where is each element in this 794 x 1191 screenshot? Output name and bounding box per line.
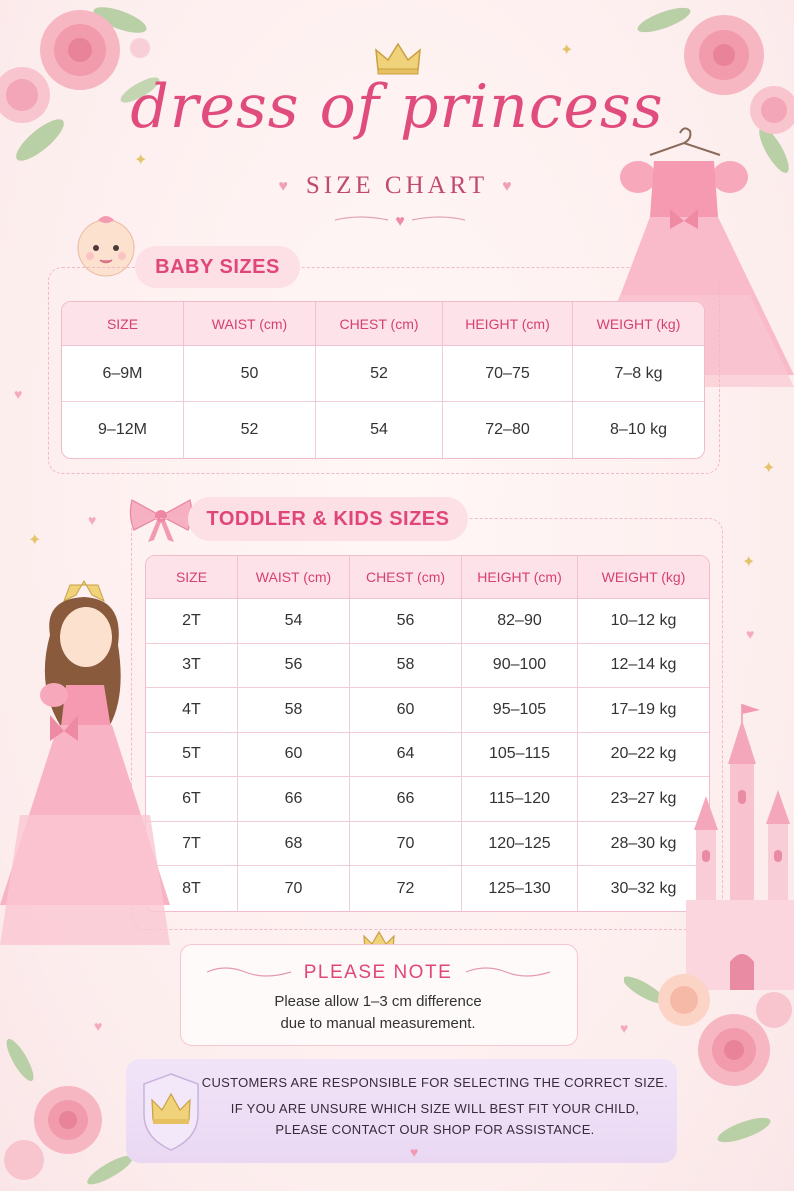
baby-size-table (61, 301, 705, 459)
cell-weight: 30–32 kg (610, 879, 677, 897)
baby-sizes-heading (135, 246, 300, 288)
cell-chest: 70 (350, 822, 462, 867)
shield-crown-icon (140, 1070, 202, 1154)
column-header-weight: WEIGHT (kg) (578, 556, 709, 599)
cell-height: 72–80 (443, 402, 573, 458)
heart-icon: ♥ (502, 178, 516, 196)
cell-weight: 8–10 kg (610, 421, 667, 438)
subtitle-text: SIZE CHART (305, 172, 489, 199)
column-header-height: HEIGHT (cm) (462, 556, 578, 599)
cell-height: 125–130 (462, 866, 578, 911)
disclaimer-line-3: PLEASE CONTACT OUR SHOP FOR ASSISTANCE. (275, 1122, 595, 1137)
table-row (146, 822, 709, 867)
princess-illustration (0, 575, 170, 945)
cell-weight: 20–22 kg (578, 733, 709, 778)
column-header-waist: WAIST (cm) (184, 302, 316, 346)
sparkle-icon: ✦ (742, 554, 756, 571)
heart-icon: ♥ (94, 1018, 103, 1034)
svg-text:♥: ♥ (395, 213, 405, 230)
cell-waist: 54 (238, 599, 350, 644)
cell-weight: 23–27 kg (578, 777, 709, 822)
heart-icon: ♥ (14, 386, 23, 402)
cell-waist: 58 (238, 688, 350, 733)
divider-ornament (330, 210, 470, 230)
cell-size: 6–9M (62, 346, 184, 402)
column-header-chest: CHEST (cm) (316, 302, 443, 346)
cell-weight: 12–14 kg (578, 644, 709, 689)
baby-sizes-heading-text: BABY SIZES (155, 255, 280, 278)
please-note-title: PLEASE NOTE (303, 962, 453, 983)
crown-icon (374, 42, 422, 76)
cell-height: 105–115 (462, 733, 578, 778)
cell-chest: 54 (316, 402, 443, 458)
cell-weight: 7–8 kg (573, 346, 704, 402)
cell-chest: 64 (350, 733, 462, 778)
table-row (146, 733, 709, 778)
sparkle-icon: ✦ (134, 152, 148, 169)
cell-size: 6T (146, 777, 238, 822)
column-header-size: SIZE (146, 556, 238, 599)
table-header-row (146, 556, 709, 599)
cell-waist: 60 (238, 733, 350, 778)
cell-height: 82–90 (462, 599, 578, 644)
kids-sizes-heading (188, 497, 468, 541)
cell-chest: 72 (350, 866, 462, 911)
table-row (62, 346, 704, 402)
cell-height: 120–125 (462, 822, 578, 867)
cell-waist: 50 (184, 346, 316, 402)
cell-waist: 52 (184, 402, 316, 458)
table-row (146, 644, 709, 689)
heart-icon: ♥ (88, 512, 97, 528)
cell-size: 4T (146, 688, 238, 733)
cell-chest: 58 (350, 644, 462, 689)
heart-icon: ♥ (746, 626, 755, 642)
cell-weight: 28–30 kg (578, 822, 709, 867)
cell-size: 3T (146, 644, 238, 689)
cell-height: 115–120 (462, 777, 578, 822)
heart-icon: ♥ (410, 1144, 419, 1160)
cell-size: 5T (146, 733, 238, 778)
cell-weight: 10–12 kg (578, 599, 709, 644)
column-header-weight: WEIGHT (kg) (573, 302, 704, 346)
cell-chest: 66 (350, 777, 462, 822)
kids-size-table (145, 555, 710, 912)
kids-sizes-heading-text: TODDLER & KIDS SIZES (206, 507, 450, 530)
cell-height: 90–100 (462, 644, 578, 689)
cell-waist: 66 (238, 777, 350, 822)
cell-height: 95–105 (462, 688, 578, 733)
cell-weight: 17–19 kg (578, 688, 709, 733)
column-header-height: HEIGHT (cm) (443, 302, 573, 346)
table-row (146, 688, 709, 733)
cell-height: 70–75 (443, 346, 573, 402)
rose-decoration (0, 1030, 140, 1191)
table-row (146, 599, 709, 644)
column-header-chest: CHEST (cm) (350, 556, 462, 599)
please-note-line-2: due to manual measurement. (280, 1015, 476, 1032)
cell-chest: 60 (350, 688, 462, 733)
cell-size: 2T (146, 599, 238, 644)
sparkle-icon: ✦ (28, 532, 42, 549)
please-note-line-1: Please allow 1–3 cm difference (274, 993, 482, 1010)
table-row (146, 777, 709, 822)
cell-chest: 56 (350, 599, 462, 644)
column-header-size: SIZE (62, 302, 184, 346)
heart-icon: ♥ (278, 178, 292, 196)
cell-size: 8T (146, 866, 238, 911)
table-row (62, 402, 704, 458)
table-row (146, 866, 709, 911)
column-header-waist: WAIST (cm) (238, 556, 350, 599)
cell-waist: 70 (238, 866, 350, 911)
heart-icon: ♥ (620, 1020, 629, 1036)
cell-waist: 68 (238, 822, 350, 867)
disclaimer-line-2: IF YOU ARE UNSURE WHICH SIZE WILL BEST FIT YOUR CHILD, (230, 1101, 640, 1116)
cell-chest: 52 (316, 346, 443, 402)
cell-size: 7T (146, 822, 238, 867)
cell-size: 9–12M (62, 402, 184, 458)
page-title: dress of princess (130, 72, 664, 142)
table-header-row (62, 302, 704, 346)
cell-waist: 56 (238, 644, 350, 689)
disclaimer-line-1: CUSTOMERS ARE RESPONSIBLE FOR SELECTING THE CORRECT SIZE. (201, 1075, 669, 1090)
sparkle-icon: ✦ (762, 460, 776, 477)
sparkle-icon: ✦ (560, 42, 574, 59)
